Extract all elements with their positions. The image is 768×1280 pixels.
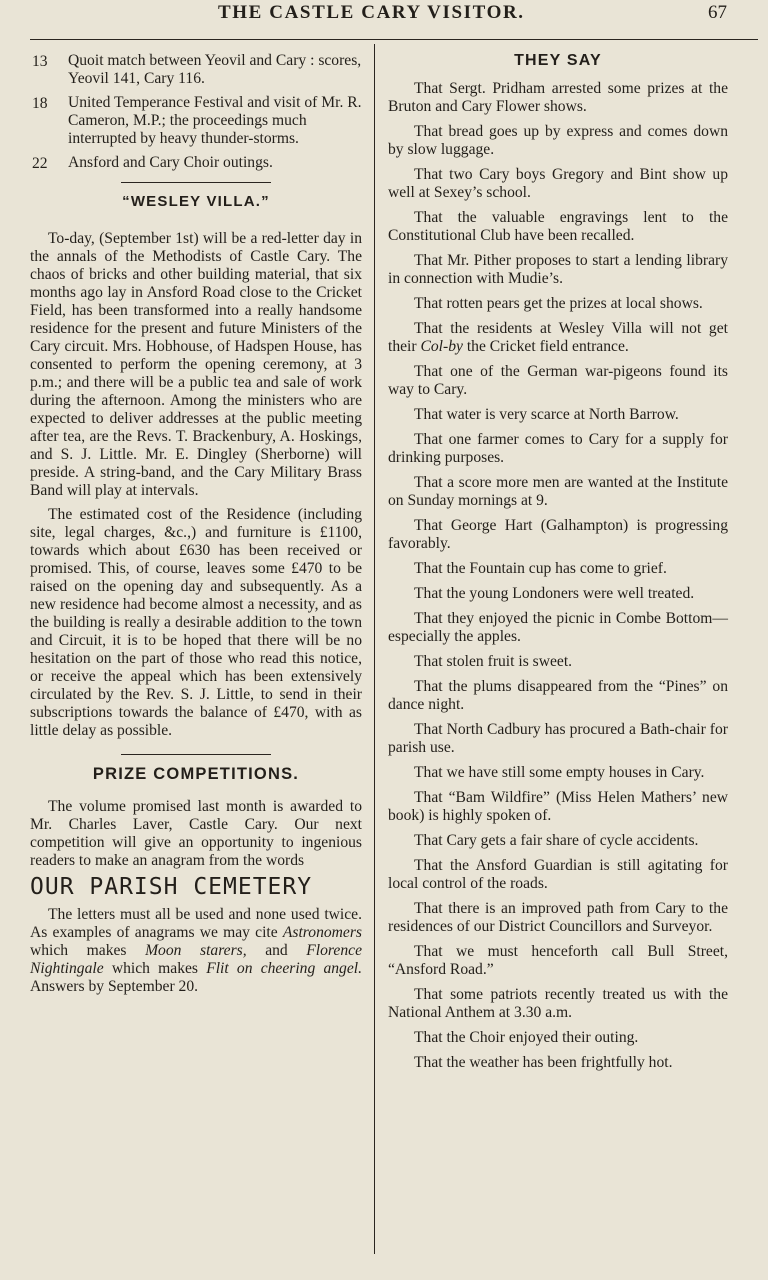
- they-say-item: That the Fountain cup has come to grief.: [414, 560, 667, 577]
- they-say-item: That George Hart (Galhampton) is progressing favorably.: [388, 517, 728, 552]
- they-say-item: That the weather has been frightfully hot.: [414, 1054, 673, 1071]
- diary-list: [30, 52, 362, 172]
- running-title: THE CASTLE CARY VISITOR.: [218, 2, 525, 23]
- diary-day: 18: [32, 95, 48, 112]
- diary-entry: [30, 94, 362, 148]
- prize-text: which makes: [103, 960, 207, 977]
- prize-italic: Astronomers: [282, 924, 362, 941]
- they-say-item: That we must henceforth call Bull Street, “Ansford Road.”: [388, 943, 728, 978]
- diary-entry: [30, 52, 362, 88]
- they-say-item: That North Cadbury has procured a Bath-chair for parish use.: [388, 721, 728, 756]
- they-say-item: That Sergt. Pridham arrested some prizes at the Bruton and Cary Flower shows.: [388, 80, 728, 115]
- they-say-item: That some patriots recently treated us with the National Anthem at 3.30 a.m.: [388, 986, 728, 1021]
- prize-text: which makes: [30, 942, 146, 959]
- they-say-item: That two Cary boys Gregory and Bint show up well at Sexey’s school.: [388, 166, 728, 201]
- header-rule: [30, 39, 758, 40]
- they-say-item: That the young Londoners were well treated.: [414, 585, 695, 602]
- diary-entry: [30, 154, 362, 172]
- they-say-item: That a score more men are wanted at the Institute on Sunday mornings at 9.: [388, 474, 728, 509]
- right-column: [388, 52, 728, 1079]
- prize-paragraph-1: The volume promised last month is awarded to Mr. Charles Laver, Castle Cary. Our next competition will give an opportunity to ingenious readers to make an anagram from the words: [30, 798, 362, 869]
- they-say-item: That water is very scarce at North Barrow.: [414, 406, 679, 423]
- they-say-item: That we have still some empty houses in Cary.: [414, 764, 705, 781]
- diary-day: 22: [32, 155, 48, 172]
- they-say-item: That the plums disappeared from the “Pines” on dance night.: [388, 678, 728, 713]
- they-say-item: That the Ansford Guardian is still agitating for local control of the roads.: [388, 857, 728, 892]
- diary-day: 13: [32, 53, 48, 70]
- they-say-text: the Cricket field entrance.: [462, 338, 629, 355]
- prize-competitions-heading: PRIZE COMPETITIONS.: [92, 765, 300, 783]
- page-header: [0, 0, 768, 36]
- they-say-heading: THEY SAY: [514, 52, 602, 69]
- column-divider: [374, 44, 375, 1254]
- prize-text: and: [246, 942, 307, 959]
- diary-text: United Temperance Festival and visit of Mr. R. Cameron, M.P.; the proceedings much interrupted by heavy thunder-storms.: [68, 94, 362, 147]
- wesley-villa-paragraph-2: The estimated cost of the Residence (including site, legal charges, &c.,) and furniture is £1100, towards which about £630 has been received or promised. This, of course, leaves some £470 to be raised on the opening day and subsequently. As a new residence had become almost a necessity, and as the building is really a desirable addition to the town and Circuit, it is to be hoped that there will be no hesitation on the part of those who read this notice, or receive the appeal which has been extensively circulated by the Rev. S. J. Little, to send in their subscriptions towards the balance of £470, with as little delay as possible.: [30, 506, 362, 739]
- they-say-item: That “Bam Wildfire” (Miss Helen Mathers’ new book) is highly spoken of.: [388, 789, 728, 824]
- wesley-villa-heading: “WESLEY VILLA.”: [122, 193, 270, 210]
- they-say-item: That rotten pears get the prizes at local shows.: [414, 295, 703, 312]
- wesley-villa-paragraph-1: To-day, (September 1st) will be a red-letter day in the annals of the Methodists of Castle Cary. The chaos of bricks and other building material, that six months ago lay in Ansford Road close to the Cricket Field, has been transformed into a really handsome residence for the present and future Ministers of the Cary circuit. Mrs. Hobhouse, of Hadspen House, has consented to perform the opening ceremony, at 3 p.m.; and there will be a public tea and sale of work during the afternoon. Among the ministers who are expected to deliver addresses at the public meeting after tea, are the Revs. T. Brackenbury, A. Hoskings, and S. J. Little. Mr. E. Dingley (Sherborne) will preside. A string-band, and the Cary Military Brass Band will play at intervals.: [30, 230, 362, 499]
- they-say-item: That the Choir enjoyed their outing.: [414, 1029, 639, 1046]
- page-number: 67: [708, 2, 727, 23]
- they-say-text: That the residents at Wesley Villa will not get their: [388, 320, 728, 355]
- prize-paragraph-2: [30, 906, 362, 996]
- diary-text: Ansford and Cary Choir outings.: [68, 154, 273, 171]
- they-say-item: That Mr. Pither proposes to start a lending library in connection with Mudie’s.: [388, 252, 728, 287]
- section-divider: [121, 182, 271, 183]
- they-say-italic: Col-by: [420, 338, 463, 355]
- diary-text: Quoit match between Yeovil and Cary : scores, Yeovil 141, Cary 116.: [68, 52, 362, 87]
- prize-text: The letters must all be used and none used twice. As examples of anagrams we may cite: [30, 906, 362, 941]
- they-say-item: That one of the German war-pigeons found its way to Cary.: [388, 363, 728, 398]
- they-say-item: [388, 320, 728, 356]
- prize-italic: Moon starers,: [145, 942, 247, 959]
- they-say-item: That Cary gets a fair share of cycle accidents.: [414, 832, 699, 849]
- prize-text: Answers by September 20.: [30, 978, 199, 995]
- anagram-headline: OUR PARISH CEMETERY: [30, 874, 313, 900]
- they-say-item: That bread goes up by express and comes down by slow luggage.: [388, 123, 728, 158]
- they-say-item: That one farmer comes to Cary for a supply for drinking purposes.: [388, 431, 728, 466]
- they-say-item: That the valuable engravings lent to the Constitutional Club have been recalled.: [388, 209, 728, 244]
- prize-italic: Florence Nightingale: [30, 942, 362, 977]
- they-say-item: That they enjoyed the picnic in Combe Bottom—especially the apples.: [388, 610, 728, 645]
- they-say-item: That stolen fruit is sweet.: [414, 653, 573, 670]
- left-column: [30, 52, 362, 996]
- prize-italic: Flit on cheering angel.: [206, 960, 362, 977]
- they-say-item: That there is an improved path from Cary to the residences of our District Councillors and Surveyor.: [388, 900, 728, 935]
- section-divider: [121, 754, 271, 755]
